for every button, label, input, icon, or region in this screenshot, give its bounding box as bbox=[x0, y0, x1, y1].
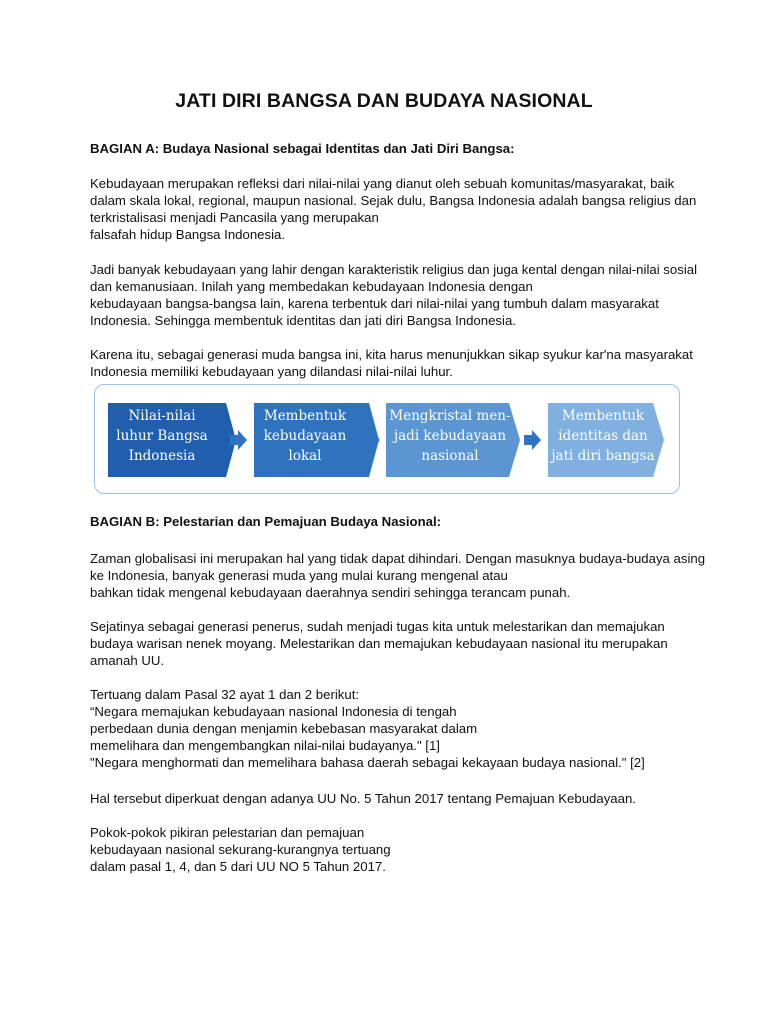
text-line: Zaman globalisasi ini merupakan hal yang tidak dapat dihindari. Dengan masuknya budaya-budaya asing bbox=[90, 551, 706, 566]
flow-step-1-line-3: Indonesia bbox=[128, 448, 196, 464]
flow-step-3-line-3: nasional bbox=[421, 448, 479, 464]
section-a-paragraph-3 bbox=[90, 346, 693, 380]
flow-diagram bbox=[94, 384, 680, 494]
text-line: Jadi banyak kebudayaan yang lahir dengan karakteristik religius dan juga kental dengan nilai-nilai sosial bbox=[90, 262, 698, 277]
section-b-paragraph-2 bbox=[90, 618, 690, 669]
text-line: Kebudayaan merupakan refleksi dari nilai-nilai yang dianut oleh sebuah komunitas/masyarakat, baik bbox=[90, 176, 675, 191]
section-b-paragraph-1 bbox=[90, 550, 706, 601]
section-b-paragraph-5 bbox=[90, 824, 690, 875]
flow-step-1-line-2: luhur Bangsa bbox=[116, 428, 208, 444]
text-line: terkristalisasi menjadi Pancasila yang merupakan bbox=[90, 210, 379, 225]
page-title: JATI DIRI BANGSA DAN BUDAYA NASIONAL bbox=[175, 90, 593, 112]
text-line: Sejatinya sebagai generasi penerus, sudah menjadi tugas kita untuk melestarikan dan memajukan bbox=[90, 619, 665, 634]
section-a-paragraph-2 bbox=[90, 261, 698, 329]
text-line: budaya warisan nenek moyang. Melestarikan dan memajukan kebudayaan nasional itu merupakan bbox=[90, 636, 668, 651]
text-line: Tertuang dalam Pasal 32 ayat 1 dan 2 berikut: bbox=[90, 687, 360, 702]
text-line: perbedaan dunia dengan menjamin kebebasan masyarakat dalam bbox=[90, 721, 478, 736]
section-a-heading: BAGIAN A: Budaya Nasional sebagai Identitas dan Jati Diri Bangsa: bbox=[90, 141, 515, 156]
flow-step-1-line-1: Nilai-nilai bbox=[128, 408, 196, 424]
section-b-heading: BAGIAN B: Pelestarian dan Pemajuan Budaya Nasional: bbox=[90, 514, 442, 529]
flow-step-2-line-3: lokal bbox=[288, 448, 322, 464]
text-line: dan kemanusiaan. Inilah yang membedakan kebudayaan Indonesia dengan bbox=[90, 279, 533, 294]
flow-step-4-line-3: jati diri bangsa bbox=[551, 448, 655, 464]
flow-step-3-line-2: jadi kebudayaan bbox=[393, 428, 507, 444]
flow-step-4-line-2: identitas dan bbox=[558, 428, 648, 444]
text-line: dalam pasal 1, 4, dan 5 dari UU NO 5 Tahun 2017. bbox=[90, 859, 386, 874]
text-line: dalam skala lokal, regional, maupun nasional. Sejak dulu, Bangsa Indonesia adalah bangsa religius dan bbox=[90, 193, 697, 208]
text-line: amanah UU. bbox=[90, 653, 165, 668]
text-line: bahkan tidak mengenal kebudayaan daerahnya sendiri sehingga terancam punah. bbox=[90, 585, 571, 600]
flow-arrow-icon bbox=[524, 430, 541, 450]
flow-step-2-line-2: kebudayaan bbox=[263, 428, 347, 444]
text-line: “Negara memajukan kebudayaan nasional Indonesia di tengah bbox=[90, 704, 457, 719]
flow-step-4-line-1: Membentuk bbox=[561, 408, 645, 424]
text-line: "Negara menghormati dan memelihara bahasa daerah sebagai kekayaan budaya nasional." [2] bbox=[90, 755, 645, 770]
text-line: Pokok-pokok pikiran pelestarian dan pemajuan bbox=[90, 825, 365, 840]
text-line: memelihara dan mengembangkan nilai-nilai budayanya." [1] bbox=[90, 738, 440, 753]
flow-step-2-line-1: Membentuk bbox=[263, 408, 347, 424]
text-line: kebudayaan nasional sekurang-kurangnya tertuang bbox=[90, 842, 391, 857]
flow-step-3-line-1: Mengkristal men- bbox=[389, 408, 511, 424]
text-line: Karena itu, sebagai generasi muda bangsa ini, kita harus menunjukkan sikap syukur kar'na masyarakat bbox=[90, 347, 693, 362]
section-b-paragraph-4 bbox=[90, 790, 690, 807]
section-b-paragraph-3 bbox=[90, 686, 690, 771]
text-line: ke Indonesia, banyak generasi muda yang mulai kurang mengenal atau bbox=[90, 568, 508, 583]
text-line: Indonesia memiliki kebudayaan yang dilandasi nilai-nilai luhur. bbox=[90, 364, 453, 379]
text-line: Hal tersebut diperkuat dengan adanya UU No. 5 Tahun 2017 tentang Pemajuan Kebudayaan. bbox=[90, 791, 636, 806]
text-line: Indonesia. Sehingga membentuk identitas dan jati diri Bangsa Indonesia. bbox=[90, 313, 516, 328]
text-line: kebudayaan bangsa-bangsa lain, karena terbentuk dari nilai-nilai yang tumbuh dalam masyarakat bbox=[90, 296, 659, 311]
text-line: falsafah hidup Bangsa Indonesia. bbox=[90, 227, 286, 242]
section-a-paragraph-1 bbox=[90, 175, 697, 243]
